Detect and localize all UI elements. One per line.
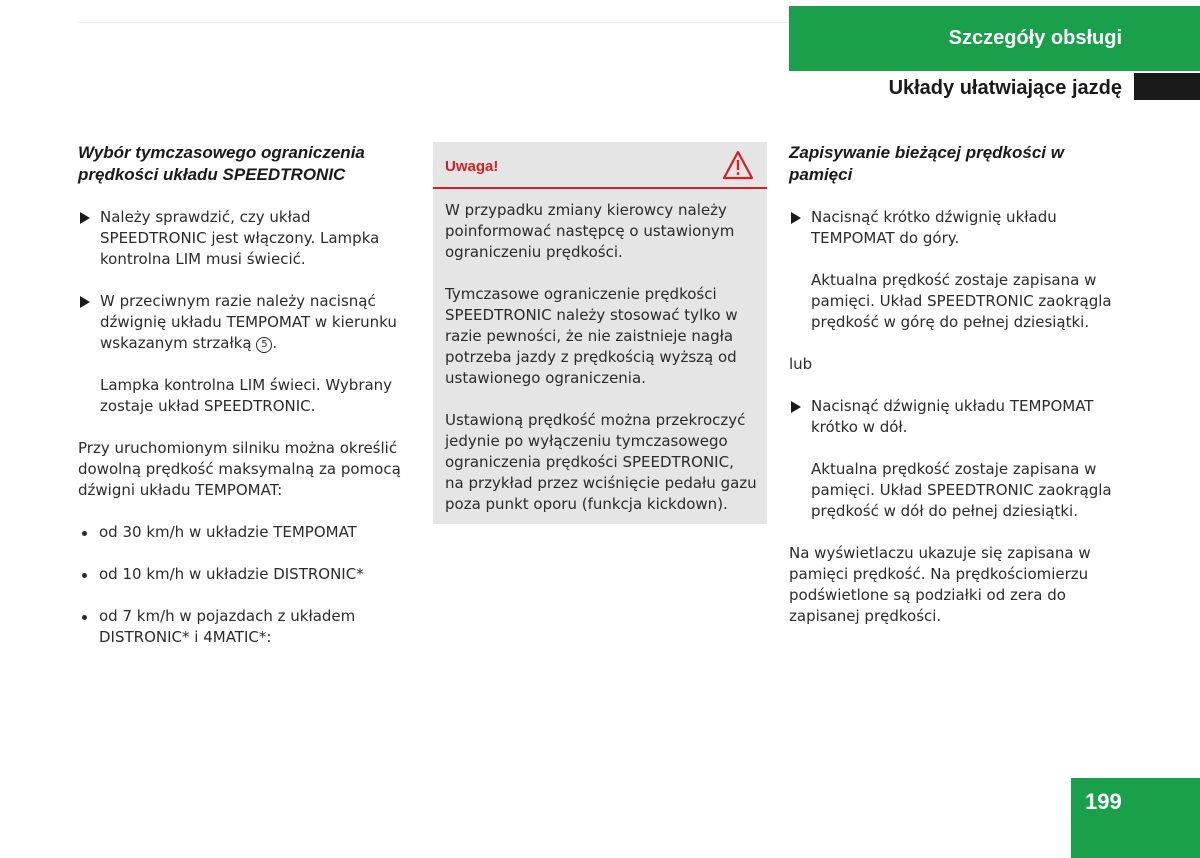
right-heading: Zapisywanie bieżącej prędkości w pamięci [789, 143, 1064, 184]
section-title: Szczegóły obsługi [948, 27, 1122, 49]
right-paragraph: Na wyświetlaczu ukazuje się zapisana w pamięci prędkość. Na prędkościomierzu podświetlone są podziałki od zera do zapisanej prędkości. [789, 544, 1091, 625]
subsection-marker [1134, 73, 1200, 100]
warning-body [445, 200, 757, 536]
list-item [78, 564, 412, 585]
step-arrow-icon [80, 212, 90, 224]
step-end: . [272, 334, 278, 352]
or-text: lub [789, 355, 813, 373]
warning-box [433, 142, 767, 524]
list-item [78, 606, 412, 648]
bullet-icon [82, 615, 87, 620]
step-text: Nacisnąć krótko dźwignię układu TEMPOMAT do góry. [811, 208, 1057, 247]
list-item-text: od 7 km/h w pojazdach z układem DISTRONIC* i 4MATIC*: [99, 607, 356, 646]
list-item-text: od 10 km/h w układzie DISTRONIC* [99, 565, 364, 583]
right-column [789, 142, 1123, 648]
step-text: Nacisnąć dźwignię układu TEMPOMAT krótko w dół. [811, 397, 1094, 436]
bullet-icon [82, 573, 87, 578]
top-rule [78, 22, 790, 23]
warning-label: Uwaga! [445, 158, 499, 175]
subsection-title: Układy ułatwiające jazdę [888, 76, 1122, 99]
warning-paragraph: Ustawioną prędkość można przekroczyć jedynie po wyłączeniu tymczasowego ograniczenia prędkości SPEEDTRONIC, na przykład przez wciśnięcie pedału gazu poza punkt oporu (funkcja kickdown). [445, 411, 757, 513]
warning-header [433, 142, 767, 187]
step-lever-up [789, 207, 1123, 249]
section-tab [789, 6, 1200, 71]
left-heading: Wybór tymczasowego ograniczenia prędkości układu SPEEDTRONIC [78, 143, 365, 184]
warning-paragraph: W przypadku zmiany kierowcy należy poinformować następcę o ustawionym ograniczeniu prędkości. [445, 201, 735, 261]
step-check-speedtronic [78, 207, 412, 270]
step-text: W przeciwnym razie należy nacisnąć dźwignię układu TEMPOMAT w kierunku wskazanym strzałką [100, 292, 397, 352]
left-column [78, 142, 412, 669]
warning-paragraph: Tymczasowe ograniczenie prędkości SPEEDTRONIC należy stosować tylko w razie pewności, że nie zaistnieje nagła potrzeba jazdy z prędkością wyższą od ustawionego ograniczenia. [445, 285, 738, 387]
list-item [78, 522, 412, 543]
warning-triangle-icon [722, 150, 754, 180]
step-note: Lampka kontrolna LIM świeci. Wybrany zostaje układ SPEEDTRONIC. [100, 376, 393, 415]
list-item-text: od 30 km/h w układzie TEMPOMAT [99, 523, 357, 541]
circled-number-reference: 5 [256, 337, 272, 353]
left-paragraph: Przy uruchomionym silniku można określić dowolną prędkość maksymalną za pomocą dźwigni układu TEMPOMAT: [78, 439, 401, 499]
page-number-tab [1071, 778, 1200, 858]
step-text: Należy sprawdzić, czy układ SPEEDTRONIC jest włączony. Lampka kontrolna LIM musi świecić. [100, 208, 380, 268]
step-arrow-icon [791, 401, 801, 413]
step-arrow-icon [80, 296, 90, 308]
step-arrow-icon [791, 212, 801, 224]
step-note: Aktualna prędkość zostaje zapisana w pamięci. Układ SPEEDTRONIC zaokrągla prędkość w górę do pełnej dziesiątki. [811, 271, 1112, 331]
page-number: 199 [1085, 789, 1122, 814]
warning-divider [433, 187, 767, 189]
bullet-icon [82, 531, 87, 536]
step-press-lever [78, 291, 412, 354]
step-note: Aktualna prędkość zostaje zapisana w pamięci. Układ SPEEDTRONIC zaokrągla prędkość w dół do pełnej dziesiątki. [811, 460, 1112, 520]
step-lever-down [789, 396, 1123, 438]
